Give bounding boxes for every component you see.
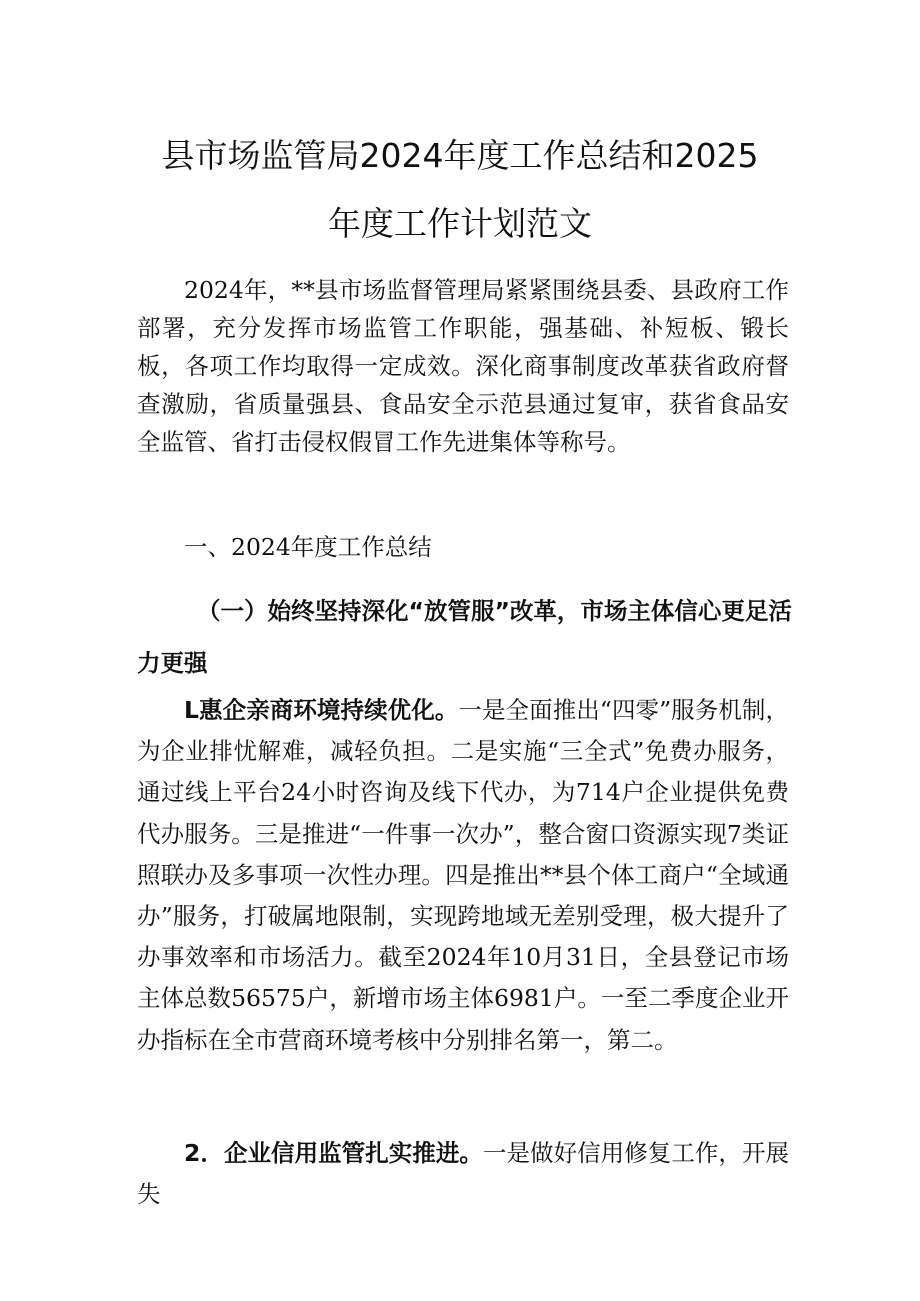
subsection-heading: （一）始终坚持深化“放管服”改革，市场主体信心更足活力更强: [137, 597, 792, 677]
section-heading: 一、2024年度工作总结: [184, 533, 432, 561]
paragraph-2-body: 一是做好信用修复工作，开展失: [137, 1139, 790, 1209]
paragraph-2-lead: 2．企业信用监管扎实推进。: [184, 1139, 483, 1167]
intro-paragraph: [137, 271, 789, 461]
intro-text: 2024年，**县市场监督管理局紧紧围绕县委、县政府工作部署，充分发挥市场监管工作职能，强基础、补短板、锻长板，各项工作均取得一定成效。深化商事制度改革获省政府督查激励，省质量强县、食品安全示范县通过复审，获省食品安全监管、省打击侵权假冒工作先进集体等称号。: [137, 276, 789, 456]
document-title-line-2: 年度工作计划范文: [328, 204, 592, 243]
paragraph-1: [137, 690, 789, 1061]
paragraph-1-body: 一是全面推出“四零”服务机制，为企业排忧解难，减轻负担。二是实施“三全式”免费办服务，通过线上平台24小时咨询及线下代办，为714户企业提供免费代办服务。三是推进“一件事一次办”，整合窗口资源实现7类证照联办及多事项一次性办理。四是推出**县个体工商户“全域通办”服务，打破属地限制，实现跨地域无差别受理，极大提升了办事效率和市场活力。截至2024年10月31日，全县登记市场主体总数56575户，新增市场主体6981户。一至二季度企业开办指标在全市营商环境考核中分别排名第一，第二。: [137, 696, 789, 1054]
paragraph-1-lead: L惠企亲商环境持续优化。: [184, 696, 459, 724]
paragraph-2: [137, 1133, 789, 1215]
document-title-line-1: 县市场监管局2024年度工作总结和2025: [161, 136, 759, 175]
